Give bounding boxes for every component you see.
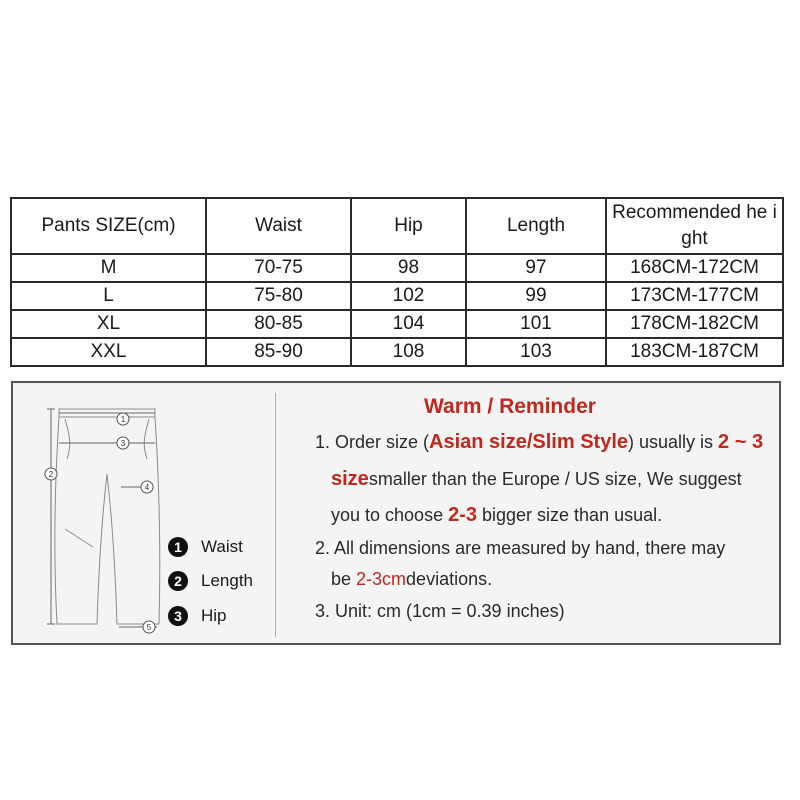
note-2-line-2: be 2-3cmdeviations.: [331, 569, 493, 589]
note-2-line-1: 2. All dimensions are measured by hand, there may: [315, 538, 726, 558]
svg-text:2: 2: [48, 470, 54, 479]
legend-label: Waist: [201, 537, 243, 556]
reminder-title: Warm / Reminder: [424, 395, 596, 418]
table-cell: 101: [466, 310, 606, 338]
table-cell: 173CM-177CM: [606, 282, 783, 310]
panel-divider: [275, 393, 276, 637]
table-cell: L: [11, 282, 206, 310]
table-cell: 102: [351, 282, 466, 310]
header-cell-length: Length: [466, 198, 606, 254]
svg-text:4: 4: [144, 483, 150, 492]
table-row: [11, 338, 783, 366]
legend-item-length: [168, 569, 253, 593]
legend-item-hip: [168, 604, 227, 628]
table-cell: XL: [11, 310, 206, 338]
table-cell: 178CM-182CM: [606, 310, 783, 338]
svg-text:3: 3: [120, 439, 126, 448]
right-pocket: [144, 419, 149, 459]
marker-1: [117, 413, 129, 425]
note-1-line-2: sizesmaller than the Europe / US size, We suggest: [331, 468, 742, 490]
size-table: [10, 197, 784, 367]
left-pocket: [65, 419, 70, 459]
table-header-row: [11, 198, 783, 254]
legend-number: 3: [168, 606, 188, 626]
table-cell: 98: [351, 254, 466, 282]
marker-5: [143, 621, 155, 633]
note-1-line-1: 1. Order size (Asian size/Slim Style) usually is 2 ~ 3: [315, 431, 764, 453]
table-cell: 183CM-187CM: [606, 338, 783, 366]
table-cell: 70-75: [206, 254, 351, 282]
note-3: 3. Unit: cm (1cm = 0.39 inches): [315, 601, 565, 621]
table-cell: 103: [466, 338, 606, 366]
marker-2: [45, 468, 57, 480]
legend-number: 1: [168, 537, 188, 557]
table-cell: 75-80: [206, 282, 351, 310]
table-row: [11, 282, 783, 310]
legend-label: Hip: [201, 606, 227, 625]
marker-4: [141, 481, 153, 493]
table-cell: 104: [351, 310, 466, 338]
header-cell-hip: Hip: [351, 198, 466, 254]
table-cell: 168CM-172CM: [606, 254, 783, 282]
header-cell-waist: Waist: [206, 198, 351, 254]
header-cell-size: Pants SIZE(cm): [11, 198, 206, 254]
legend-number: 2: [168, 571, 188, 591]
table-row: [11, 254, 783, 282]
table-cell: 80-85: [206, 310, 351, 338]
table-cell: 99: [466, 282, 606, 310]
note-1-line-3: you to choose 2-3 bigger size than usual.: [331, 504, 663, 526]
header-cell-recommended-height: Recommended he ight: [606, 198, 783, 254]
legend-item-waist: [168, 535, 243, 559]
table-cell: M: [11, 254, 206, 282]
marker-3: [117, 437, 129, 449]
table-cell: 97: [466, 254, 606, 282]
table-cell: 85-90: [206, 338, 351, 366]
reminder-panel: [11, 381, 781, 645]
table-cell: XXL: [11, 338, 206, 366]
table-row: [11, 310, 783, 338]
table-cell: 108: [351, 338, 466, 366]
knee-seam: [65, 529, 93, 547]
pants-diagram: [37, 399, 177, 639]
legend-label: Length: [201, 571, 253, 590]
svg-text:1: 1: [120, 415, 126, 424]
svg-text:5: 5: [146, 623, 152, 632]
